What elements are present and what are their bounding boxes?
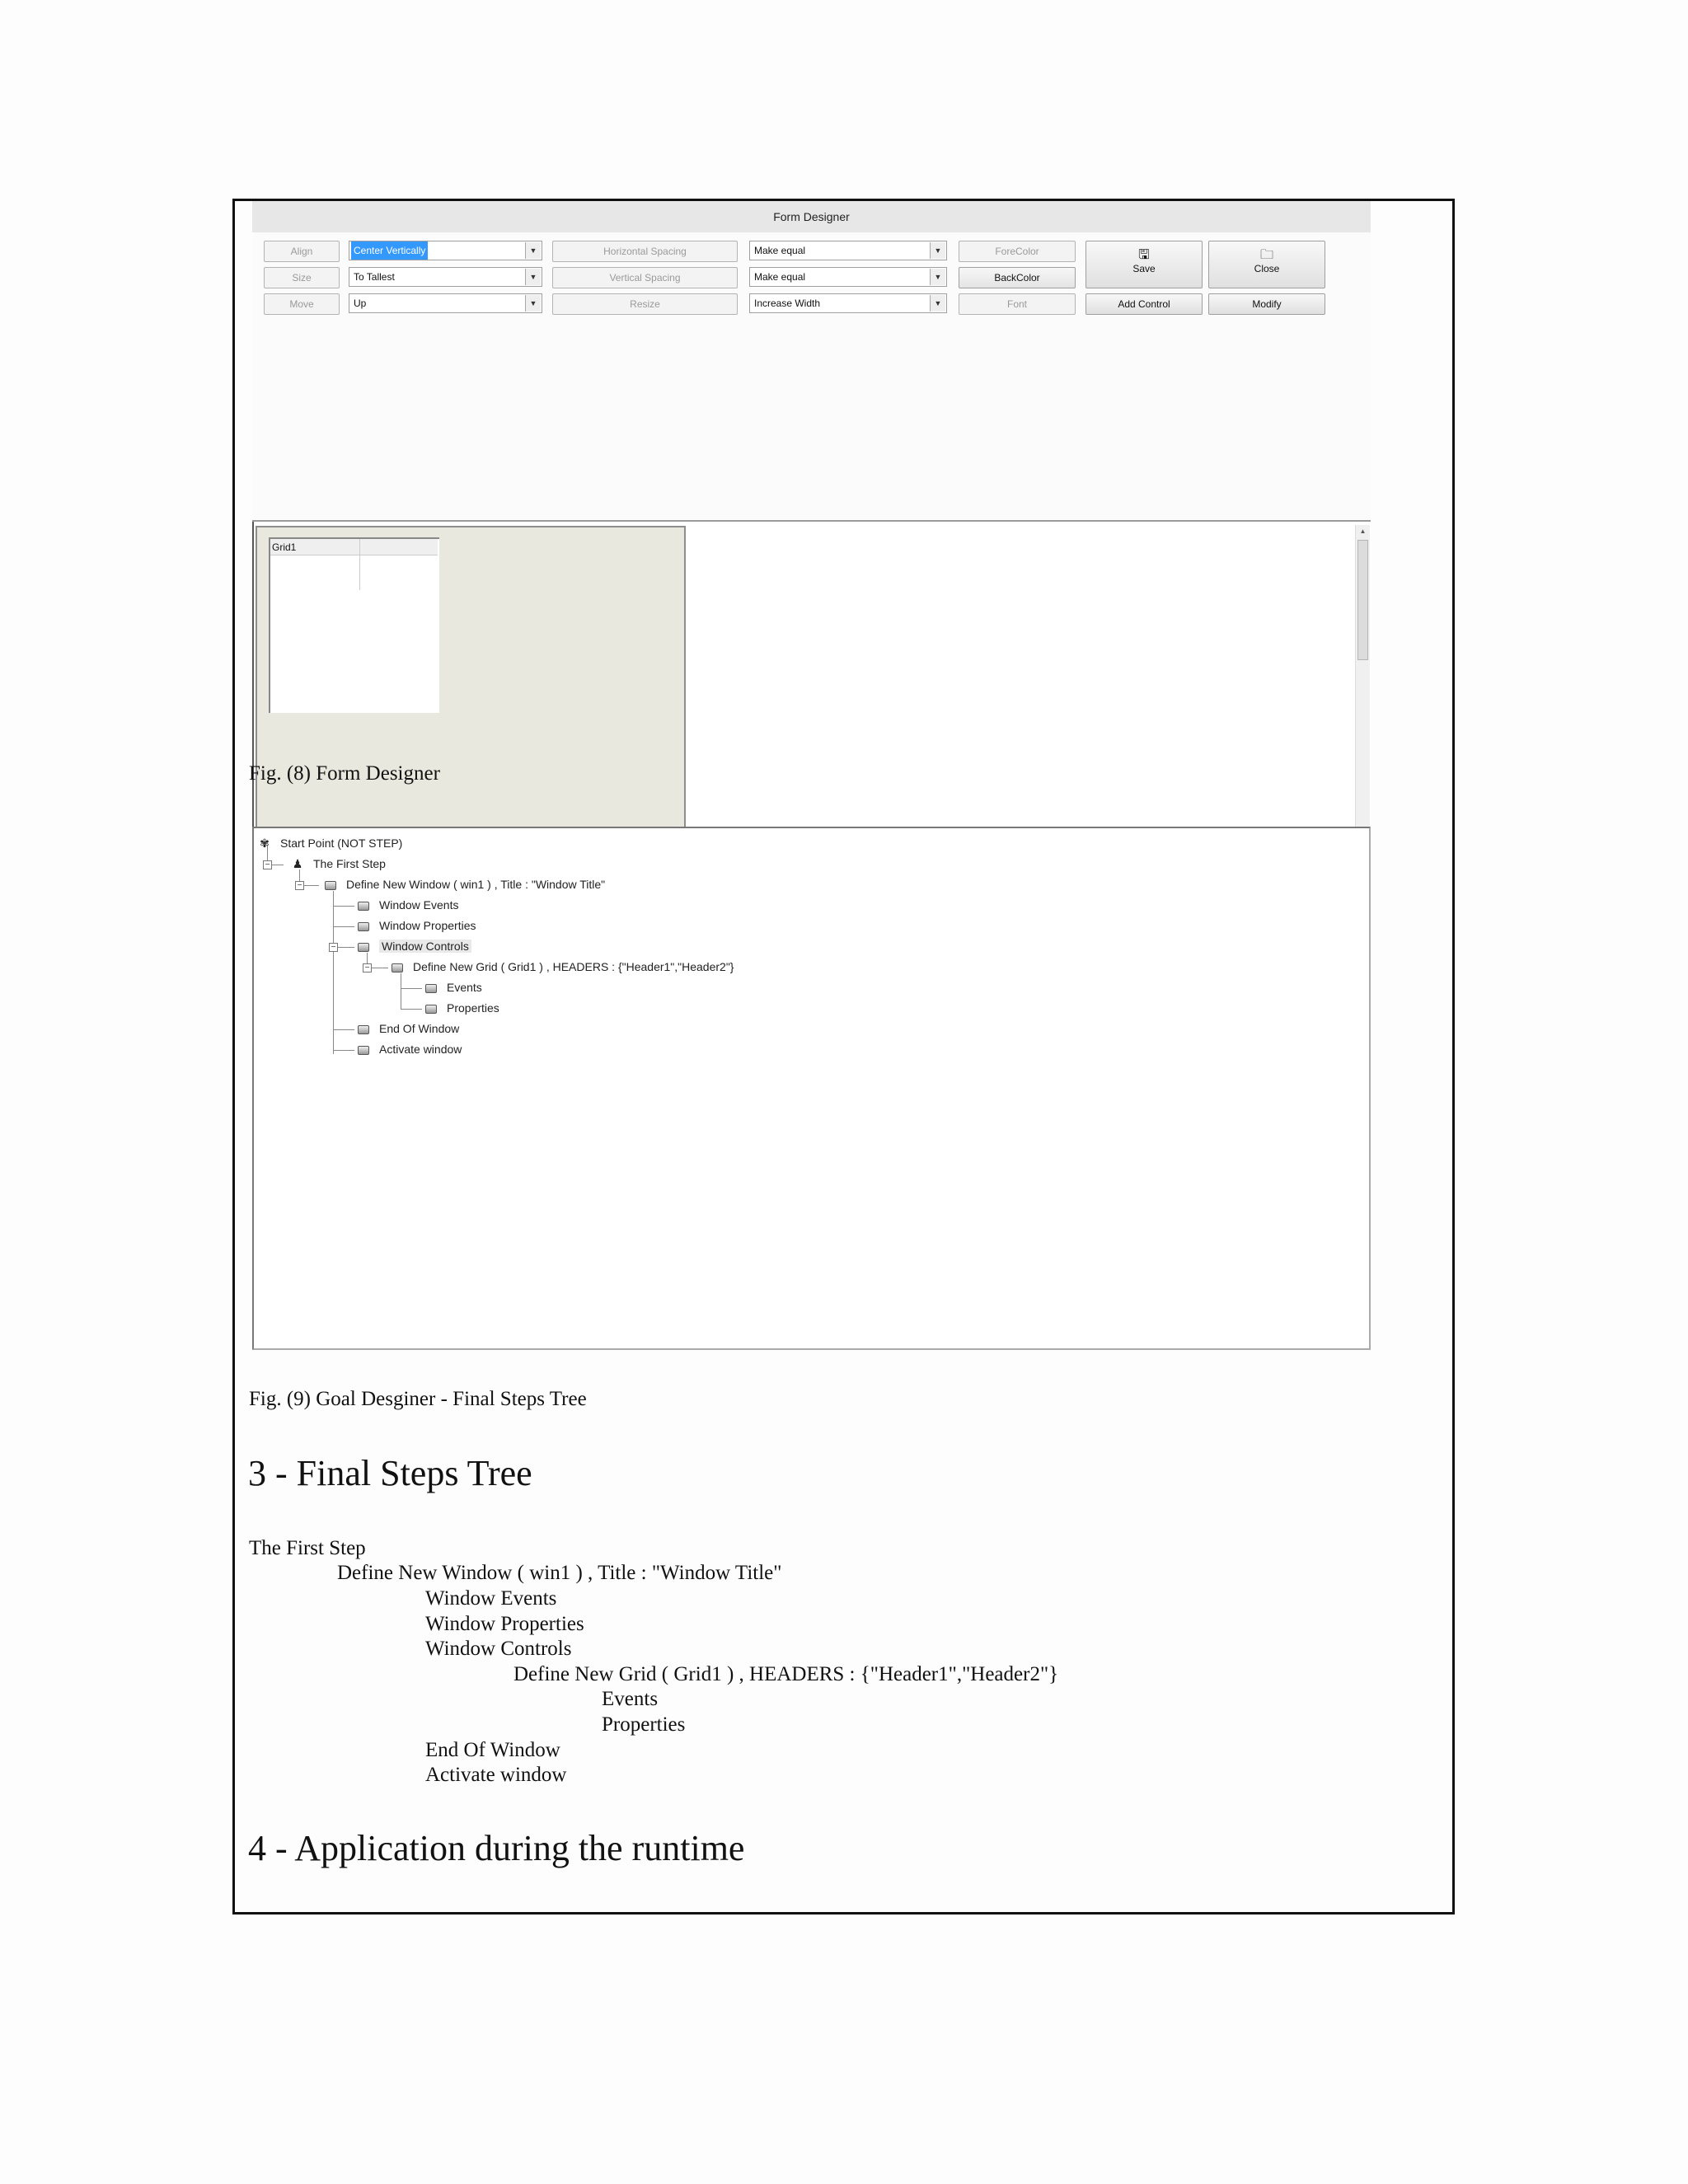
align-select-value: Center Vertically (351, 241, 428, 260)
node-icon (425, 1005, 437, 1014)
steps-line-activate-window: Activate window (425, 1764, 567, 1786)
collapse-icon[interactable]: − (263, 860, 272, 869)
scroll-up-icon[interactable]: ▲ (1359, 527, 1367, 535)
steps-line-define-grid: Define New Grid ( Grid1 ) , HEADERS : {"Header1","Header2"} (513, 1663, 1059, 1685)
node-icon (358, 922, 369, 931)
resize-button[interactable]: Resize (552, 293, 738, 315)
tree-node-label: End Of Window (379, 1022, 460, 1035)
vertical-spacing-button[interactable]: Vertical Spacing (552, 267, 738, 288)
chevron-down-icon[interactable]: ▼ (930, 295, 945, 312)
align-select[interactable] (349, 241, 542, 260)
tree-node-label: Events (447, 981, 482, 994)
fig9-caption: Fig. (9) Goal Desginer - Final Steps Tree (249, 1388, 587, 1410)
tree-node-activate-window[interactable] (358, 1041, 462, 1057)
vertical-spacing-select[interactable] (749, 267, 947, 287)
tree-line (401, 988, 422, 989)
grid-column-divider (359, 539, 360, 590)
steps-line-window-events: Window Events (425, 1587, 557, 1610)
tree-node-end-window[interactable] (358, 1020, 459, 1037)
tree-line (333, 1050, 354, 1051)
horizontal-spacing-value: Make equal (754, 245, 806, 256)
tree-node-properties[interactable] (425, 1000, 499, 1016)
tree-node-label: Window Events (379, 898, 459, 912)
resize-select[interactable] (749, 293, 947, 313)
save-label: Save (1132, 263, 1156, 274)
size-select-value: To Tallest (354, 271, 395, 283)
tree-node-label: Start Point (NOT STEP) (280, 837, 403, 850)
tree-node-label: Define New Window ( win1 ) , Title : "Window Title" (346, 878, 606, 891)
steps-line-define-window: Define New Window ( win1 ) , Title : "Window Title" (337, 1562, 782, 1584)
tree-node-define-grid[interactable] (392, 958, 734, 975)
tree-node-define-window[interactable] (325, 876, 605, 893)
vertical-spacing-value: Make equal (754, 271, 806, 283)
form-designer-window (252, 201, 1371, 725)
scrollbar-thumb[interactable] (1357, 540, 1368, 660)
tree-node-first-step[interactable] (290, 855, 386, 872)
tree-line (333, 926, 354, 927)
tree-node-label: The First Step (313, 857, 386, 870)
steps-line-properties: Properties (602, 1713, 686, 1736)
form-designer-toolbar (252, 232, 1371, 519)
steps-line-window-properties: Window Properties (425, 1613, 584, 1635)
node-icon (425, 984, 437, 993)
section4-heading: 4 - Application during the runtime (248, 1828, 745, 1868)
tree-node-label: Window Properties (379, 919, 476, 932)
chevron-down-icon[interactable]: ▼ (525, 269, 541, 285)
align-button[interactable]: Align (264, 241, 340, 262)
form-designer-title: Form Designer (252, 201, 1371, 233)
horizontal-spacing-select[interactable] (749, 241, 947, 260)
collapse-icon[interactable]: − (295, 881, 304, 890)
floppy-disk-icon: 🖫 (1138, 248, 1150, 262)
steps-tree-panel (252, 827, 1371, 1350)
node-icon (358, 902, 369, 911)
tree-node-label: Window Controls (379, 940, 471, 953)
steps-line-first-step: The First Step (249, 1537, 366, 1559)
node-icon (358, 943, 369, 952)
tree-node-window-properties[interactable] (358, 917, 476, 934)
node-icon (325, 881, 336, 890)
section3-heading: 3 - Final Steps Tree (248, 1453, 532, 1493)
resize-select-value: Increase Width (754, 298, 821, 309)
node-icon (358, 1046, 369, 1055)
horizontal-spacing-button[interactable]: Horizontal Spacing (552, 241, 738, 262)
backcolor-button[interactable]: BackColor (959, 267, 1076, 288)
move-select-value: Up (354, 298, 367, 309)
modify-button[interactable]: Modify (1208, 293, 1325, 315)
add-control-button[interactable]: Add Control (1085, 293, 1203, 315)
tree-node-label: Properties (447, 1001, 499, 1015)
tree-node-window-events[interactable] (358, 897, 458, 913)
tree-line (401, 1009, 422, 1010)
font-button[interactable]: Font (959, 293, 1076, 315)
tree-node-label: Define New Grid ( Grid1 ) , HEADERS : {"Header1","Header2"} (413, 960, 734, 973)
tree-node-label: Activate window (379, 1043, 462, 1056)
chevron-down-icon[interactable]: ▼ (930, 242, 945, 259)
forecolor-button[interactable]: ForeColor (959, 241, 1076, 262)
collapse-icon[interactable]: − (363, 963, 372, 972)
close-label: Close (1254, 263, 1280, 274)
chevron-down-icon[interactable]: ▼ (525, 242, 541, 259)
node-icon (358, 1025, 369, 1034)
tree-line (333, 906, 354, 907)
steps-line-events: Events (602, 1688, 659, 1710)
chevron-down-icon[interactable]: ▼ (930, 269, 945, 285)
chevron-down-icon[interactable]: ▼ (525, 295, 541, 312)
size-button[interactable]: Size (264, 267, 340, 288)
steps-line-end-window: End Of Window (425, 1739, 560, 1761)
size-select[interactable] (349, 267, 542, 287)
grid-control[interactable] (269, 537, 439, 713)
tree-node-start[interactable] (257, 835, 402, 851)
grid-header: Grid1 (270, 539, 438, 555)
close-button[interactable] (1208, 241, 1325, 288)
tree-node-events[interactable] (425, 979, 482, 996)
tree-line (333, 1029, 354, 1030)
design-form-surface[interactable] (256, 526, 686, 849)
fig8-caption: Fig. (8) Form Designer (249, 762, 440, 785)
node-icon (392, 963, 403, 972)
move-button[interactable]: Move (264, 293, 340, 315)
start-point-icon: ✾ (260, 837, 270, 850)
tree-node-window-controls[interactable] (358, 938, 471, 954)
move-select[interactable] (349, 293, 542, 313)
save-button[interactable] (1085, 241, 1203, 288)
collapse-icon[interactable]: − (329, 943, 338, 952)
steps-line-window-controls: Window Controls (425, 1638, 572, 1660)
folder-icon: 🗀 (1259, 248, 1273, 262)
step-person-icon: ♟ (292, 857, 303, 870)
